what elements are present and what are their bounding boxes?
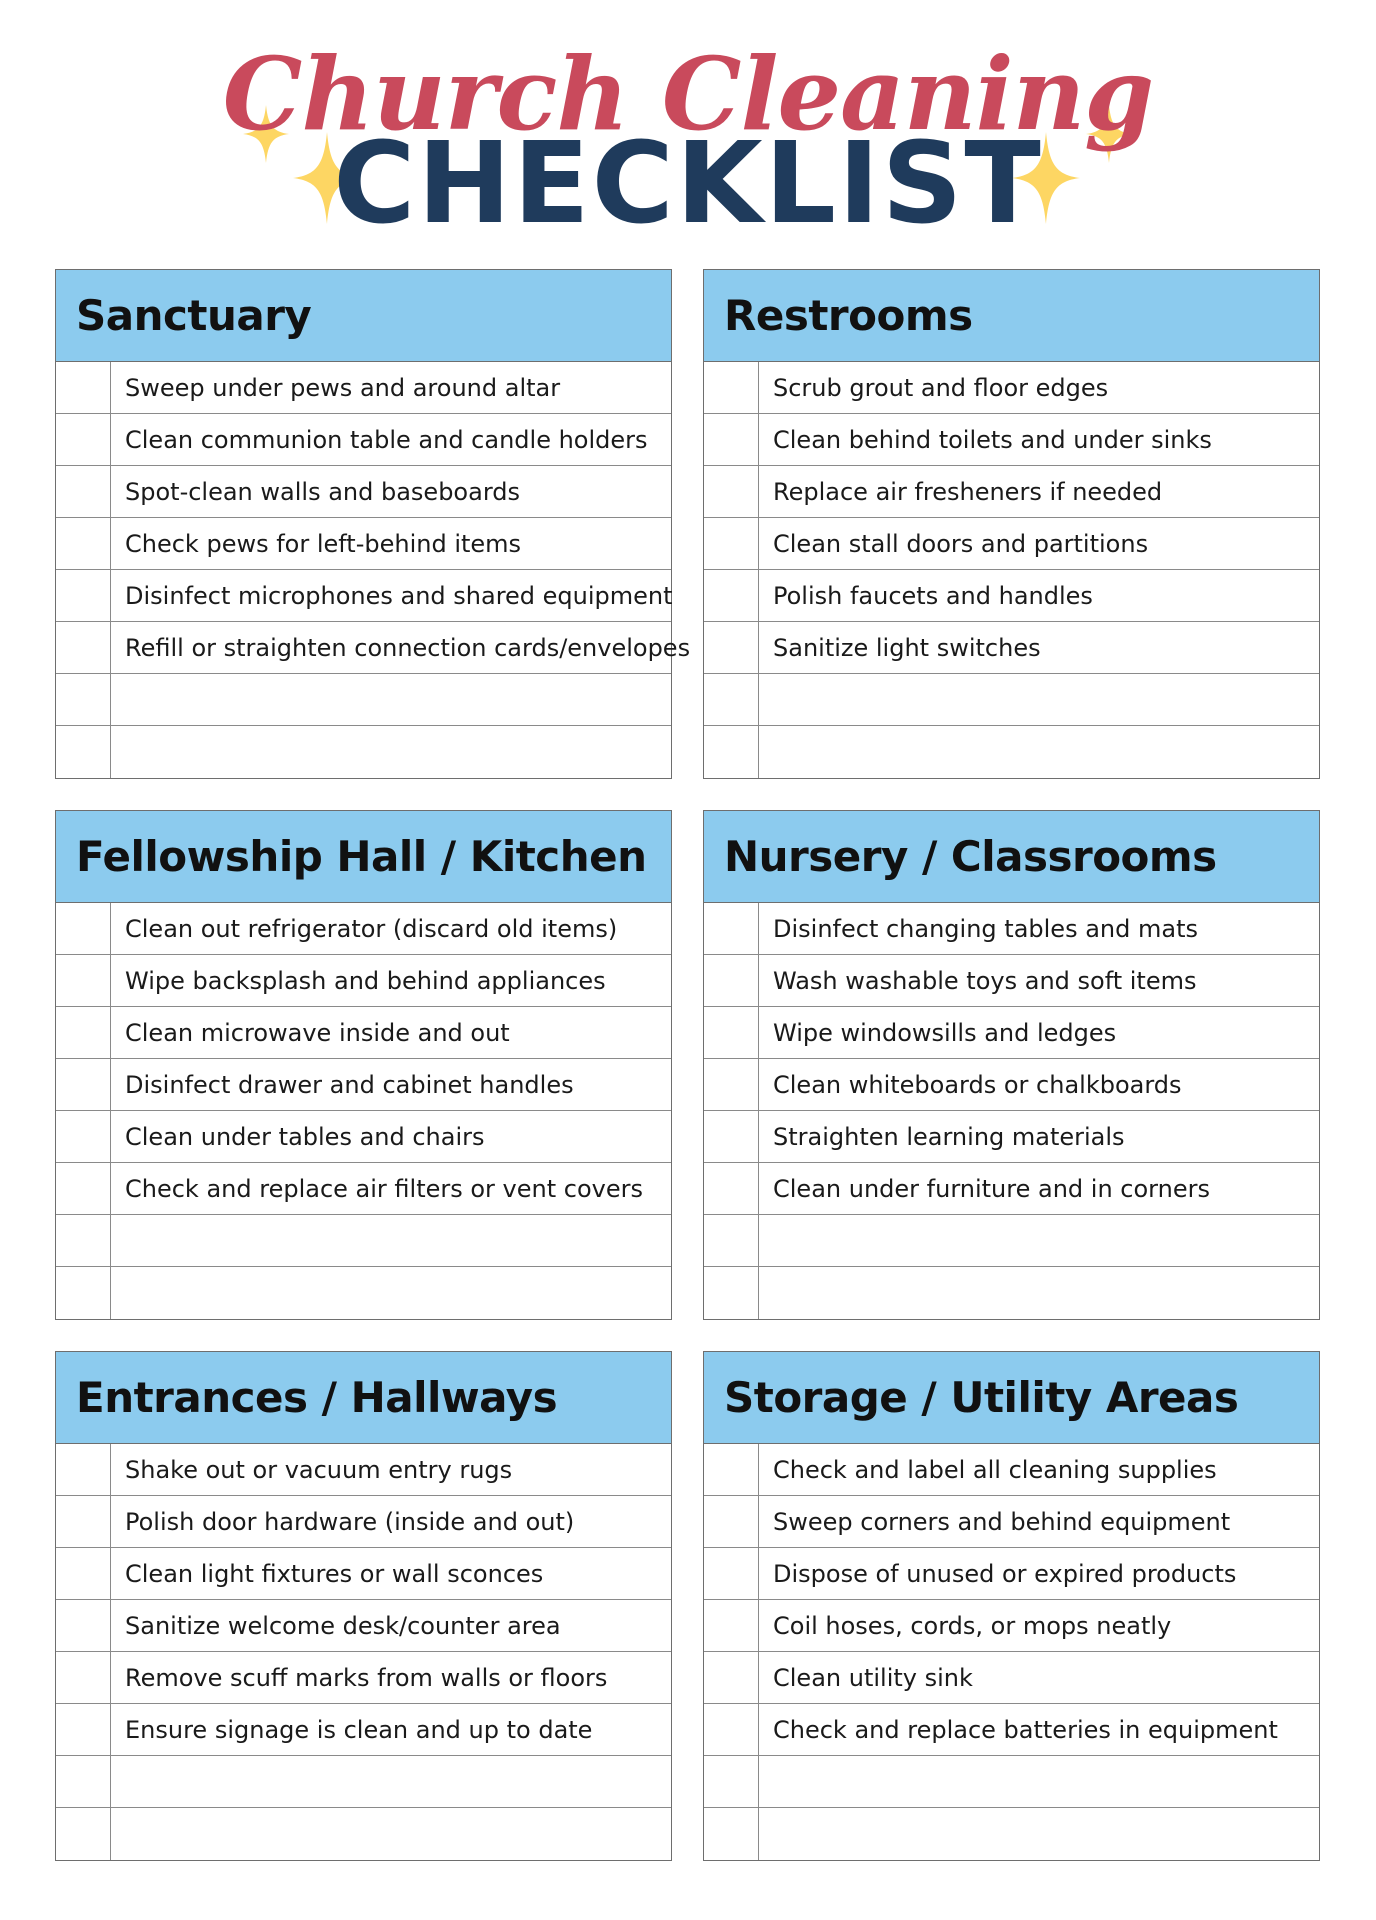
checkbox[interactable]: [56, 955, 111, 1006]
task-label: Clean stall doors and partitions: [773, 529, 1149, 558]
page-header: [0, 0, 1376, 250]
section-title: Fellowship Hall / Kitchen: [56, 811, 671, 903]
checklist-row: [704, 903, 1319, 955]
section-title: Restrooms: [704, 270, 1319, 362]
section-nursery-classrooms: [703, 810, 1320, 1320]
checklist-row-blank: [56, 1215, 671, 1267]
checklist-row-blank: [56, 674, 671, 726]
checklist-row-blank: [56, 1808, 671, 1860]
checkbox[interactable]: [704, 1059, 759, 1110]
checkbox[interactable]: [56, 570, 111, 621]
task-label: Disinfect drawer and cabinet handles: [125, 1070, 574, 1099]
task-label: Check and label all cleaning supplies: [773, 1455, 1217, 1484]
section-title: Sanctuary: [56, 270, 671, 362]
task-blank[interactable]: [111, 726, 671, 778]
checklist-row: [56, 955, 671, 1007]
checkbox[interactable]: [704, 1600, 759, 1651]
checkbox[interactable]: [704, 1756, 759, 1807]
checklist-row: [56, 1496, 671, 1548]
checklist-row: [56, 414, 671, 466]
section-restrooms: [703, 269, 1320, 779]
task-label: Polish door hardware (inside and out): [125, 1507, 575, 1536]
task-label: Straighten learning materials: [773, 1122, 1125, 1151]
checkbox[interactable]: [704, 362, 759, 413]
task-label: Disinfect changing tables and mats: [773, 914, 1198, 943]
checkbox[interactable]: [704, 1652, 759, 1703]
checklist-row-blank: [704, 1756, 1319, 1808]
checkbox[interactable]: [704, 955, 759, 1006]
checkbox[interactable]: [704, 1496, 759, 1547]
task-blank[interactable]: [759, 1215, 1319, 1266]
checkbox[interactable]: [704, 903, 759, 954]
checklist-row-blank: [704, 1215, 1319, 1267]
checkbox[interactable]: [704, 1111, 759, 1162]
task-blank[interactable]: [111, 1215, 671, 1266]
checklist-row: [56, 466, 671, 518]
checklist-row: [704, 1652, 1319, 1704]
section-title: Storage / Utility Areas: [704, 1352, 1319, 1444]
task-label: Ensure signage is clean and up to date: [125, 1715, 593, 1744]
task-blank[interactable]: [759, 1808, 1319, 1860]
checkbox[interactable]: [56, 518, 111, 569]
task-label: Disinfect microphones and shared equipment: [125, 581, 673, 610]
task-label: Replace air fresheners if needed: [773, 477, 1163, 506]
checklist-row-blank: [704, 726, 1319, 778]
checklist-row: [56, 570, 671, 622]
checkbox[interactable]: [704, 1704, 759, 1755]
task-label: Sanitize welcome desk/counter area: [125, 1611, 561, 1640]
checkbox[interactable]: [56, 1059, 111, 1110]
checklist-row: [704, 414, 1319, 466]
checkbox[interactable]: [704, 1215, 759, 1266]
checkbox[interactable]: [56, 1111, 111, 1162]
task-label: Polish faucets and handles: [773, 581, 1093, 610]
checklist-row: [704, 622, 1319, 674]
task-label: Sanitize light switches: [773, 633, 1041, 662]
checkbox[interactable]: [704, 1007, 759, 1058]
checklist-row: [56, 518, 671, 570]
checkbox[interactable]: [56, 1444, 111, 1495]
checklist-row: [56, 1444, 671, 1496]
task-blank[interactable]: [111, 1756, 671, 1807]
section-title: Nursery / Classrooms: [704, 811, 1319, 903]
title-main: CHECKLIST: [333, 119, 1043, 249]
checkbox[interactable]: [56, 1007, 111, 1058]
checkbox[interactable]: [56, 903, 111, 954]
task-label: Clean behind toilets and under sinks: [773, 425, 1212, 454]
task-label: Clean whiteboards or chalkboards: [773, 1070, 1182, 1099]
checklist-row: [704, 1444, 1319, 1496]
checkbox[interactable]: [56, 726, 111, 778]
checkbox[interactable]: [704, 1808, 759, 1860]
task-label: Clean communion table and candle holders: [125, 425, 648, 454]
checklist-row-blank: [704, 1808, 1319, 1860]
checklist-row: [56, 1548, 671, 1600]
title-script: Church Cleaning: [222, 35, 1154, 153]
checklist-row: [704, 1163, 1319, 1215]
checklist-row: [704, 1548, 1319, 1600]
checklist-row: [704, 518, 1319, 570]
task-label: Sweep under pews and around altar: [125, 373, 561, 402]
checkbox[interactable]: [56, 414, 111, 465]
task-label: Coil hoses, cords, or mops neatly: [773, 1611, 1172, 1640]
task-label: Shake out or vacuum entry rugs: [125, 1455, 513, 1484]
task-blank[interactable]: [759, 674, 1319, 725]
task-blank[interactable]: [111, 674, 671, 725]
checkbox[interactable]: [56, 1496, 111, 1547]
checklist-row: [56, 1111, 671, 1163]
task-label: Clean out refrigerator (discard old items): [125, 914, 618, 943]
task-label: Wipe backsplash and behind appliances: [125, 966, 606, 995]
task-label: Wipe windowsills and ledges: [773, 1018, 1117, 1047]
checklist-row: [56, 903, 671, 955]
checklist-row: [56, 1059, 671, 1111]
checkbox[interactable]: [56, 1808, 111, 1860]
checklist-row: [704, 466, 1319, 518]
checkbox[interactable]: [56, 1548, 111, 1599]
checklist-row: [56, 1163, 671, 1215]
checklist-row: [704, 1496, 1319, 1548]
task-blank[interactable]: [111, 1808, 671, 1860]
checkbox[interactable]: [56, 466, 111, 517]
checkbox[interactable]: [56, 1267, 111, 1319]
checklist-row: [704, 1704, 1319, 1756]
checklist-row: [704, 1600, 1319, 1652]
section-title: Entrances / Hallways: [56, 1352, 671, 1444]
task-label: Check and replace air filters or vent covers: [125, 1174, 643, 1203]
section-storage-utility-areas: [703, 1351, 1320, 1861]
task-label: Spot-clean walls and baseboards: [125, 477, 521, 506]
task-blank[interactable]: [759, 1267, 1319, 1319]
checkbox[interactable]: [56, 1704, 111, 1755]
task-label: Clean microwave inside and out: [125, 1018, 510, 1047]
task-label: Clean light fixtures or wall sconces: [125, 1559, 544, 1588]
task-label: Dispose of unused or expired products: [773, 1559, 1237, 1588]
checklist-row-blank: [56, 1756, 671, 1808]
section-sanctuary: [55, 269, 691, 779]
task-label: Remove scuff marks from walls or floors: [125, 1663, 608, 1692]
checklist-row: [56, 622, 691, 674]
checklist-row: [704, 1007, 1319, 1059]
checklist-row: [704, 1111, 1319, 1163]
checkbox[interactable]: [56, 1756, 111, 1807]
checklist-row-blank: [56, 1267, 671, 1319]
checkbox[interactable]: [704, 726, 759, 778]
task-label: Clean utility sink: [773, 1663, 973, 1692]
task-label: Clean under tables and chairs: [125, 1122, 485, 1151]
checklist-row: [704, 1059, 1319, 1111]
checkbox[interactable]: [704, 1444, 759, 1495]
checkbox[interactable]: [56, 674, 111, 725]
checkbox[interactable]: [704, 414, 759, 465]
task-blank[interactable]: [759, 726, 1319, 778]
task-label: Sweep corners and behind equipment: [773, 1507, 1231, 1536]
checklist-row: [704, 570, 1319, 622]
checklist-row: [56, 1652, 671, 1704]
task-label: Scrub grout and floor edges: [773, 373, 1109, 402]
checkbox[interactable]: [704, 622, 759, 673]
task-blank[interactable]: [111, 1267, 671, 1319]
task-label: Wash washable toys and soft items: [773, 966, 1197, 995]
checklist-row: [56, 362, 671, 414]
checkbox[interactable]: [56, 1600, 111, 1651]
checklist-row: [704, 955, 1319, 1007]
checkbox[interactable]: [704, 1163, 759, 1214]
checkbox[interactable]: [704, 518, 759, 569]
checklist-row-blank: [704, 674, 1319, 726]
section-entrances-hallways: [55, 1351, 672, 1861]
checkbox[interactable]: [704, 1548, 759, 1599]
checkbox[interactable]: [56, 622, 111, 673]
checklist-row: [56, 1704, 671, 1756]
checkbox[interactable]: [704, 466, 759, 517]
task-label: Clean under furniture and in corners: [773, 1174, 1210, 1203]
checkbox[interactable]: [56, 1163, 111, 1214]
section-fellowship-hall-kitchen: [55, 810, 672, 1320]
task-label: Check pews for left-behind items: [125, 529, 522, 558]
task-label: Check and replace batteries in equipment: [773, 1715, 1278, 1744]
checkbox[interactable]: [56, 1652, 111, 1703]
checklist-row-blank: [56, 726, 671, 778]
checkbox[interactable]: [56, 362, 111, 413]
checklist-row: [56, 1600, 671, 1652]
task-label: Refill or straighten connection cards/envelopes: [125, 633, 691, 662]
task-blank[interactable]: [759, 1756, 1319, 1807]
checkbox[interactable]: [56, 1215, 111, 1266]
checklist-row-blank: [704, 1267, 1319, 1319]
checklist-row: [704, 362, 1319, 414]
checkbox[interactable]: [704, 674, 759, 725]
checkbox[interactable]: [704, 570, 759, 621]
checkbox[interactable]: [704, 1267, 759, 1319]
checklist-row: [56, 1007, 671, 1059]
